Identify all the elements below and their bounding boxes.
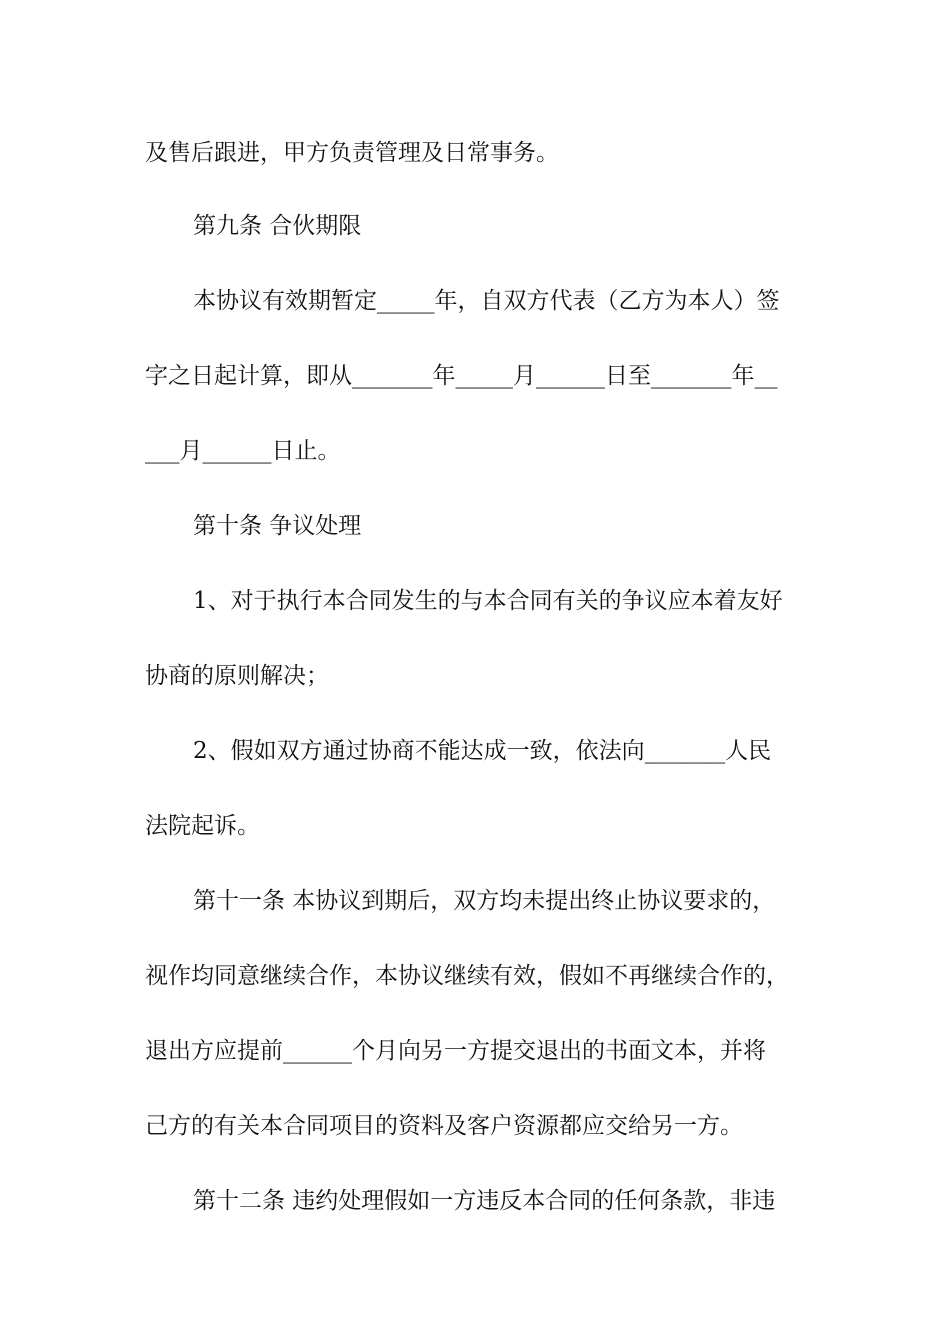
- paragraph-line: 退出方应提前______个月向另一方提交退出的书面文本，并将: [145, 1038, 766, 1064]
- paragraph-line: 2、假如双方通过协商不能达成一致，依法向_______人民: [193, 738, 772, 764]
- paragraph-line: 法院起诉。: [145, 813, 260, 839]
- paragraph-line: ___月______日止。: [145, 438, 341, 464]
- paragraph-line: 第十一条 本协议到期后，双方均未提出终止协议要求的，: [193, 888, 776, 914]
- article-heading: 第十条 争议处理: [193, 513, 362, 539]
- paragraph-line: 视作均同意继续合作，本协议继续有效，假如不再继续合作的，: [145, 963, 789, 989]
- paragraph-line: 及售后跟进，甲方负责管理及日常事务。: [145, 140, 559, 166]
- paragraph-line: 己方的有关本合同项目的资料及客户资源都应交给另一方。: [145, 1113, 743, 1139]
- article-heading: 第九条 合伙期限: [193, 213, 362, 239]
- paragraph-line: 本协议有效期暂定_____年，自双方代表（乙方为本人）签: [193, 288, 780, 314]
- paragraph-line: 协商的原则解决；: [145, 663, 329, 689]
- paragraph-line: 字之日起计算，即从_______年_____月______日至_______年__: [145, 363, 778, 389]
- paragraph-line: 第十二条 违约处理假如一方违反本合同的任何条款，非违: [193, 1188, 776, 1214]
- paragraph-line: 1、对于执行本合同发生的与本合同有关的争议应本着友好: [193, 588, 783, 614]
